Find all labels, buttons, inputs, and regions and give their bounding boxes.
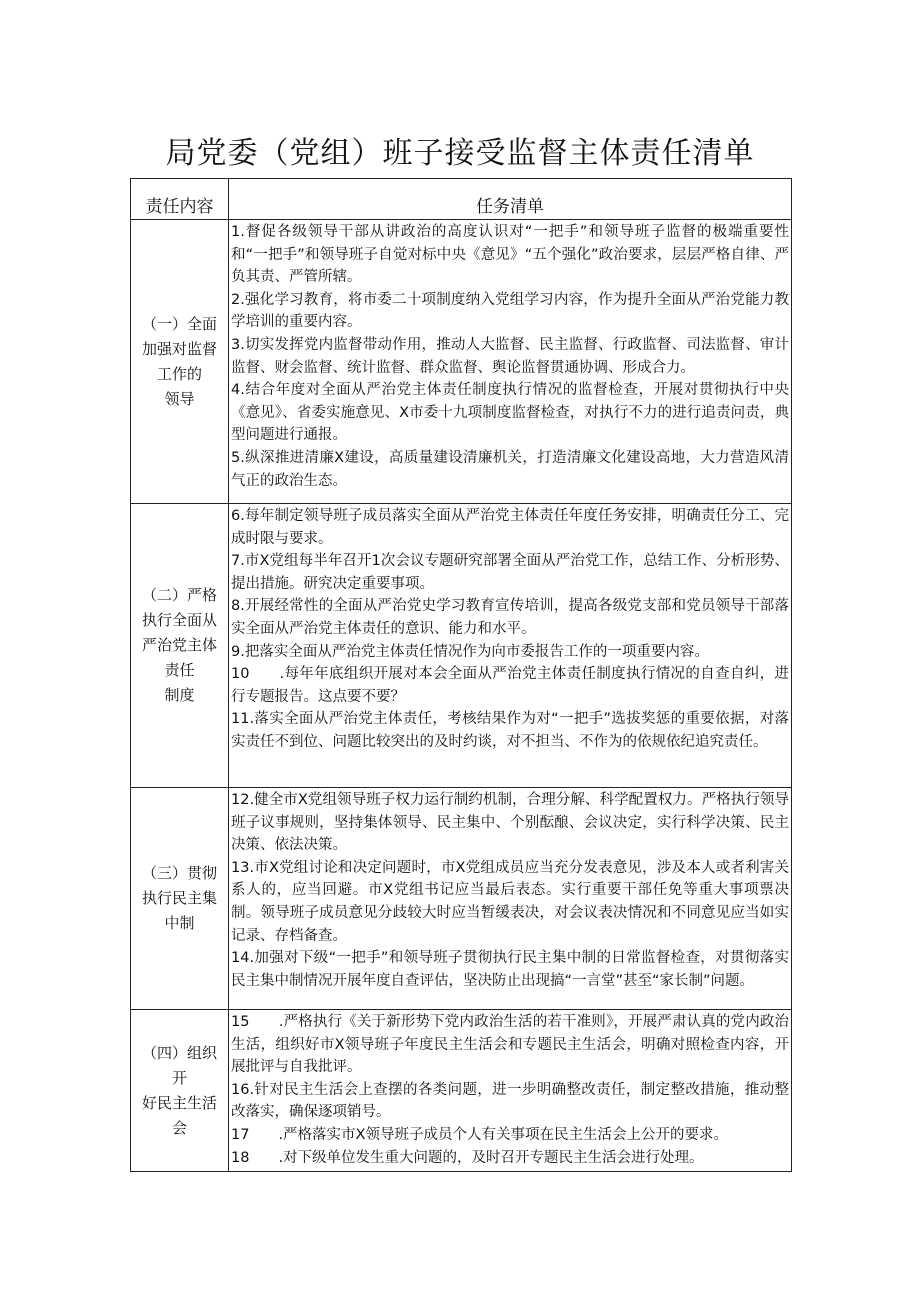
category-cell (131, 1010, 229, 1172)
task-item: 2.强化学习教育，将市委二十项制度纳入党组学习内容，作为提升全面从严治党能力教学培训的重要内容。 (231, 291, 789, 331)
table-row (131, 1010, 792, 1172)
task-item: 15 .严格执行《关于新形势下党内政治生活的若干准则》，开展严肃认真的党内政治生活，组织好市X领导班子年度民主生活会和专题民主生活会，明确对照检查内容，开展批评与自我批评。 (231, 1014, 789, 1076)
task-cell (229, 788, 792, 1010)
task-item: 11.落实全面从严治党主体责任，考核结果作为对“一把手”选拔奖惩的重要依据，对落实责任不到位、问题比较突出的及时约谈，对不担当、不作为的依规依纪追究责任。 (231, 711, 789, 750)
responsibility-table (130, 178, 792, 1172)
category-line: 好民主生活会 (141, 1093, 217, 1137)
header-responsibility: 责任内容 (131, 179, 229, 220)
task-item: 13.市X党组讨论和决定问题时，市X党组成员应当充分发表意见，涉及本人或者利害关系人的，应当回避。市X党组书记应当最后表态。实行重要干部任免等重大事项票决制。领导班子成员意见分歧较大时应当暂缓表决，对会议表决情况和不同意见应当如实记录、存档备查。 (231, 859, 789, 944)
category-line: 执行民主集 (141, 889, 217, 907)
task-cell (229, 504, 792, 788)
task-item: 4.结合年度对全面从严治党主体责任制度执行情况的监督检查，开展对贯彻执行中央《意见》、省委实施意见、X市委十九项制度监督检查，对执行不力的进行追责问责，典型问题进行通报。 (231, 382, 789, 444)
category-line: 加强对监督 (141, 339, 217, 358)
task-item: 5.纵深推进清廉X建设，高质量建设清廉机关，打造清廉文化建设高地，大力营造风清气正的政治生态。 (231, 449, 789, 489)
table-header-row (131, 179, 792, 220)
task-item: 3.切实发挥党内监督带动作用，推动人大监督、民主监督、行政监督、司法监督、审计监督、财会监督、统计监督、群众监督、舆论监督贯通协调、形成合力。 (231, 336, 789, 376)
category-line: 中制 (164, 914, 195, 932)
task-item: 6.每年制定领导班子成员落实全面从严治党主体责任年度任务安排，明确责任分工、完成时限与要求。 (231, 508, 789, 547)
task-item: 9.把落实全面从严治党主体责任情况作为向市委报告工作的一项重要内容。 (231, 643, 709, 660)
table-row (131, 788, 792, 1010)
category-line: 执行全面从 (141, 611, 217, 629)
header-task-list: 任务清单 (229, 179, 792, 220)
task-item: 12.健全市X党组领导班子权力运行制约机制，合理分解、科学配置权力。严格执行领导班子议事规则，坚持集体领导、民主集中、个别酝酿、会议决定，实行科学决策、民主决策、依法决策。 (231, 792, 789, 854)
category-line: （三）贯彻 (141, 864, 217, 882)
task-item: 17 .严格落实市X领导班子成员个人有关事项在民主生活会上公开的要求。 (231, 1126, 728, 1143)
category-line: （四）组织开 (141, 1043, 217, 1087)
category-cell (131, 788, 229, 1010)
task-item: 8.开展经常性的全面从严治党史学习教育宣传培训，提高各级党支部和党员领导干部落实全面从严治党主体责任的意识、能力和水平。 (231, 598, 789, 637)
category-cell (131, 504, 229, 788)
category-line: （一）全面 (141, 314, 217, 333)
category-line: 工作的 (156, 364, 202, 383)
task-cell (229, 220, 792, 504)
category-line: 严治党主体 (141, 636, 217, 654)
category-line: 责任 (164, 661, 195, 679)
task-item: 18 .对下级单位发生重大问题的，及时召开专题民主生活会进行处理。 (231, 1149, 704, 1165)
category-cell (131, 220, 229, 504)
task-item: 7.市X党组每半年召开1次会议专题研究部署全面从严治党工作，总结工作、分析形势、提出措施。研究决定重要事项。 (231, 553, 789, 592)
task-item: 16.针对民主生活会上查摆的各类问题，进一步明确整改责任，制定整改措施，推动整改落实，确保逐项销号。 (231, 1081, 789, 1121)
table-row (131, 504, 792, 788)
category-line: 制度 (164, 686, 195, 704)
page-title: 局党委（党组）班子接受监督主体责任清单 (165, 136, 755, 171)
task-item: 1.督促各级领导干部从讲政治的高度认识对“一把手”和领导班子监督的极端重要性和“一把手”和领导班子自觉对标中央《意见》“五个强化”政治要求，层层严格自律、严负其责、严管所辖。 (231, 224, 789, 286)
category-line: 领导 (164, 389, 195, 408)
task-item: 10 .每年年底组织开展对本会全面从严治党主体责任制度执行情况的自查自纠，进行专题报告。这点要不要？ (231, 666, 789, 705)
table-row (131, 220, 792, 504)
category-line: （二）严格 (141, 586, 217, 604)
task-item: 14.加强对下级“一把手”和领导班子贯彻执行民主集中制的日常监督检查，对贯彻落实民主集中制情况开展年度自查评估，坚决防止出现搞“一言堂”甚至“家长制”问题。 (231, 950, 789, 989)
task-cell (229, 1010, 792, 1172)
